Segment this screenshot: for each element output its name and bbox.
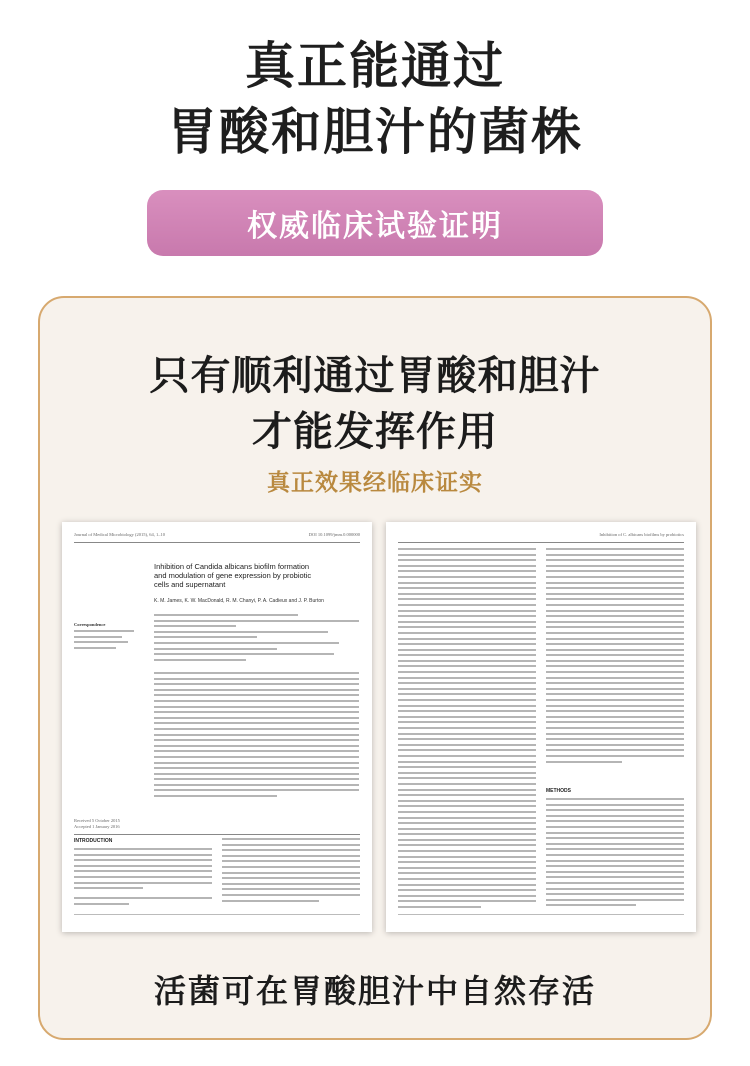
card-title-line1: 只有顺利通过胃酸和胆汁 [149,353,601,399]
paper-doi: DOI 10.1099/jmm.0.000000 [308,532,360,537]
correspondence-label: Correspondence [74,622,106,627]
header-rule [74,542,360,543]
clinical-badge: 权威临床试验证明 [147,190,603,256]
card-title-line2: 才能发挥作用 [252,409,498,455]
intro-column-left [74,848,212,908]
affiliations-text [154,614,359,664]
accepted-date: Accepted 1 January 2016 [74,824,120,829]
header-rule [398,542,684,543]
abstract-text [154,672,359,801]
section-heading-methods: METHODS [546,788,571,794]
correspondence-text [74,630,134,652]
research-paper-page-left [62,522,372,932]
section-heading-introduction: INTRODUCTION [74,838,113,844]
paper-title-line: Inhibition of Candida albicans biofilm formation [154,562,310,571]
paper-title-line: cells and supernatant [154,580,226,589]
section-rule [74,834,360,835]
headline-line2: 胃酸和胆汁的菌株 [167,103,583,161]
info-card [38,296,712,1040]
body-column-right [546,548,684,766]
card-footer-text: 活菌可在胃酸胆汁中自然存活 [153,972,596,1010]
paper-title [154,562,354,589]
paper-journal-header: Journal of Medical Microbiology (2015), 64, 1–10 [74,532,165,537]
card-subtitle: 真正效果经临床证实 [267,470,483,496]
headline-line1: 真正能通过 [245,37,505,95]
paper-title-line: and modulation of gene expression by probiotic [154,571,312,580]
paper-authors: K. M. James, K. W. MacDonald, R. M. Chanyi, P. A. Cadieux and J. P. Burton [154,598,324,604]
methods-text [546,798,684,910]
paper-running-head: Inhibition of C. albicans biofilms by probiotics [599,532,684,537]
research-paper-page-right [386,522,696,932]
footer-rule [74,914,360,915]
received-date: Received 5 October 2015 [74,818,120,823]
body-column-left [398,548,536,912]
footer-rule [398,914,684,915]
intro-column-right [222,838,360,905]
